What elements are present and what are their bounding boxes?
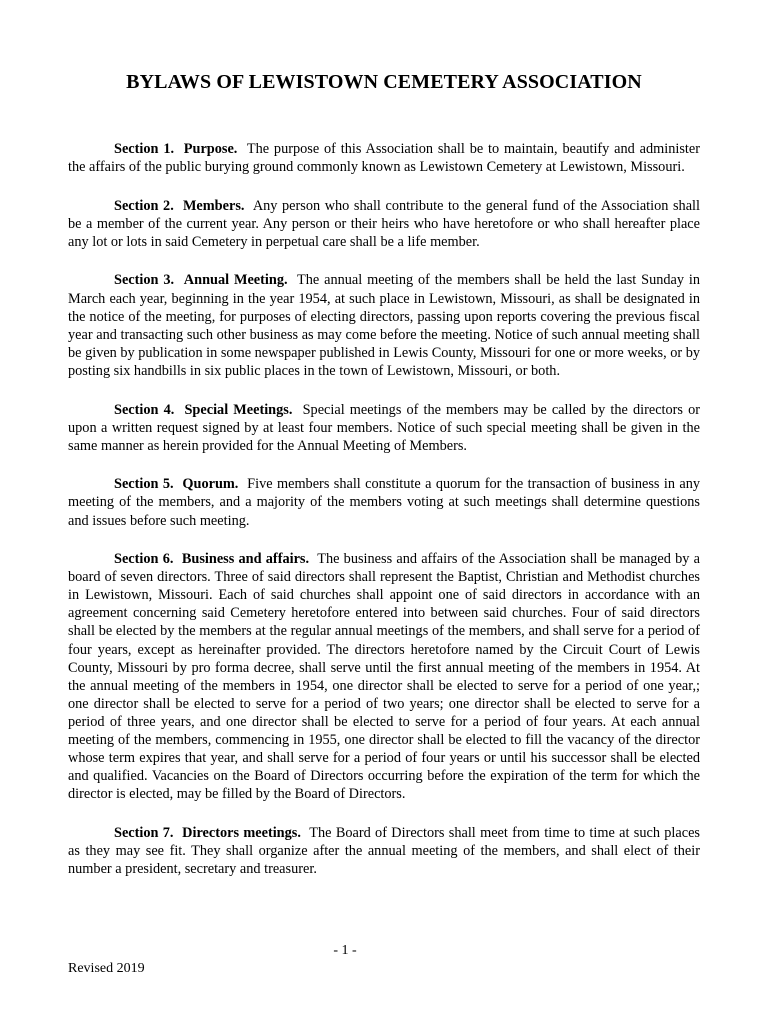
section-heading: Members. [182,197,245,214]
section-body: Five members shall constitute a quorum for the transaction of business in any meeting of the members, and a majority of the members voting at such meetings shall determine questions and issues before such meeting. [68,476,701,529]
section-number: Section 7. [114,824,174,841]
section-number: Section 6. [114,551,174,568]
section-number: Section 4. [114,401,175,418]
section-2-members [68,197,700,251]
section-number: Section 3. [114,272,175,289]
revision-note: Revised 2019 [68,961,145,976]
bylaw-sections [68,140,700,899]
page-number: - 1 - [333,943,357,958]
section-body: The Board of Directors shall meet from time to time at such places as they may see fit. They shall organize after the annual meeting of the members, and shall elect of their number a president, secretary and treasurer. [68,824,700,878]
section-number: Section 2. [114,197,174,214]
section-heading: Business and affairs. [181,551,310,568]
section-heading: Special Meetings. [184,401,293,418]
section-heading: Quorum. [182,476,239,493]
section-heading: Annual Meeting. [183,272,288,289]
section-body: Any person who shall contribute to the general fund of the Association shall be a member of the current year. Any person or their heirs who have heretofore or who shall hereafter place any lot or lots in said Cemetery in perpetual care shall be a life member. [68,197,700,250]
section-heading: Directors meetings. [182,824,301,841]
section-body: The purpose of this Association shall be to maintain, beautify and administer the affairs of the public burying ground commonly known as Lewistown Cemetery at Lewistown, Missouri. [68,141,701,176]
section-body: The business and affairs of the Association shall be managed by a board of seven directors. Three of said directors shall represent the Baptist, Christian and Methodist churches in Lewistown, Missouri. Each of said churches shall appoint one of said directors in accordance with an agreement concerning said Cemetery heretofore entered into between said churches. Four of said directors shall be elected by the members at the regular annual meetings of the members, and shall serve for a period of four years, except as hereinafter provided. The directors heretofore named by the Circuit Court of Lewis County, Missouri by pro forma decree, shall serve until the first annual meeting of the members in 1954. At the annual meeting of the members in 1954, one director shall be elected to serve for a period of one year,; one director shall be elected to serve for a period of two years; one director shall be elected to serve for a period of three years, and one director shall be elected to serve for a period of four years. At each annual meeting of the members, commencing in 1955, one director shall be elected to fill the vacancy of the director whose term expires that year, and shall serve for a period of four years or until his successor shall be elected and qualified. Vacancies on the Board of Directors occurring before the expiration of the term for which the director is elected, may be filled by the Board of Directors. [68,551,700,803]
section-number: Section 1. [114,141,175,157]
section-5-quorum [68,475,700,529]
section-7-directors-meetings [68,824,700,878]
section-heading: Purpose. [183,141,238,157]
section-1-purpose [68,140,700,176]
section-body: Special meetings of the members may be called by the directors or upon a written request signed by at least four members. Notice of such special meeting shall be given in the same manner as herein provided for the Annual Meeting of Members. [68,401,700,454]
section-6-business-affairs [68,550,700,803]
section-3-annual-meeting [68,271,700,380]
section-4-special-meetings [68,401,700,455]
document-title: BYLAWS OF LEWISTOWN CEMETERY ASSOCIATION [126,71,642,93]
section-body: The annual meeting of the members shall be held the last Sunday in March each year, beginning in the year 1954, at such place in Lewistown, Missouri, as shall be designated in the notice of the meeting, for purposes of electing directors, passing upon reports covering the previous fiscal year and transacting such other business as may come before the meeting. Notice of such annual meeting shall be given by publication in some newspaper published in Lewis County, Missouri for one or more weeks, or by posting six handbills in six public places in the town of Lewistown, Missouri, or both. [68,272,700,379]
section-number: Section 5. [114,476,174,493]
